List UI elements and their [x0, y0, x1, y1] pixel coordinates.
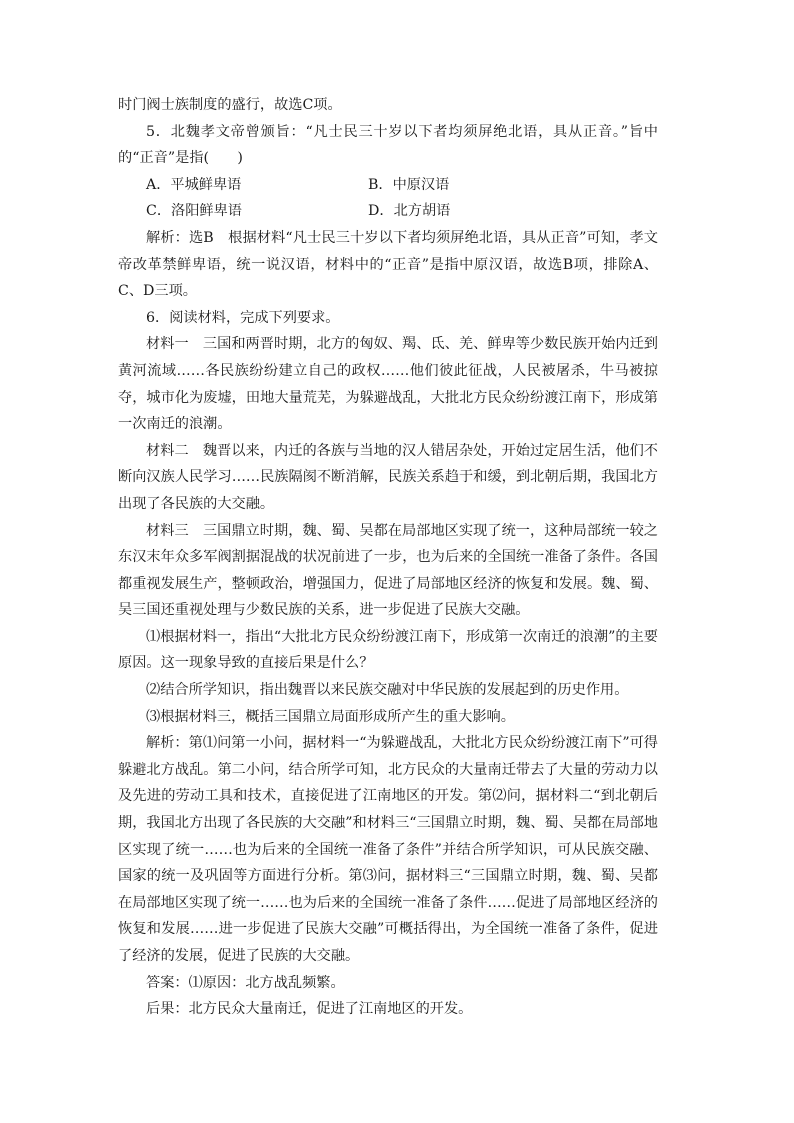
- sub-question-2: ⑵结合所学知识，指出魏晋以来民族交融对中华民族的发展起到的历史作用。: [146, 682, 629, 699]
- option-c: C．洛阳鲜卑语: [146, 203, 242, 220]
- option-b: B．中原汉语: [368, 176, 450, 193]
- analysis-5: 解析：选B 根据材料“凡士民三十岁以下者均须屏绝北语，具从正音”可知，孝文帝改革禁鲜卑语，统一说汉语，材料中的“正音”是指中原汉语，故选B项，排除A、C、D三项。: [118, 229, 658, 300]
- document-page: [118, 92, 658, 1023]
- option-d: D．北方胡语: [368, 203, 451, 220]
- material-2: 材料二 魏晋以来，内迁的各族与当地的汉人错居杂处，开始过定居生活，他们不断向汉族人民学习……民族隔阂不断消解，民族关系趋于和缓，到北朝后期，我国北方出现了各民族的大交融。: [118, 442, 658, 512]
- sub-question-3: ⑶根据材料三，概括三国鼎立局面形成所产生的重大影响。: [146, 708, 515, 725]
- answer-6-line-1: 答案：⑴原因：北方战乱频繁。: [146, 974, 345, 991]
- analysis-6: 解析：第⑴问第一小问，据材料一“为躲避战乱，大批北方民众纷纷渡江南下”可得躲避北方战乱。第二小问，结合所学可知，北方民众的大量南迁带去了大量的劳动力以及先进的劳动工具和技术，直接促进了江南地区的开发。第⑵问，据材料二“到北朝后期，我国北方出现了各民族的大交融”和材料三“三国鼎立时期，魏、蜀、吴都在局部地区实现了统一……也为后来的全国统一准备了条件”并结合所学知识，可从民族交融、国家的统一及巩固等方面进行分析。第⑶问，据材料三“三国鼎立时期，魏、蜀、吴都在局部地区实现了统一……也为后来的全国统一准备了条件……促进了局部地区经济的恢复和发展……进一步促进了民族大交融”可概括得出，为全国统一准备了条件，促进了经济的发展，促进了民族的大交融。: [118, 735, 658, 964]
- answer-6-line-2: 后果：北方民众大量南迁，促进了江南地区的开发。: [146, 1001, 473, 1018]
- options-row-1: [118, 172, 658, 199]
- material-1: 材料一 三国和两晋时期，北方的匈奴、羯、氐、羌、鲜卑等少数民族开始内迁到黄河流域……各民族纷纷建立自己的政权……他们彼此征战，人民被屠杀，牛马被掠夺，城市化为废墟，田地大量荒芜，为躲避战乱，大批北方民众纷纷渡江南下，形成第一次南迁的浪潮。: [118, 336, 658, 433]
- sub-question-1: ⑴根据材料一，指出“大批北方民众纷纷渡江南下，形成第一次南迁的浪潮”的主要原因。这一现象导致的直接后果是什么？: [118, 628, 658, 672]
- prev-answer-tail: 时门阀士族制度的盛行，故选C项。: [118, 97, 342, 113]
- question-5: 5．北魏孝文帝曾颁旨：“凡士民三十岁以下者均须屏绝北语，具从正音。”旨中的“正音”是指( ): [118, 123, 658, 167]
- question-6: 6．阅读材料，完成下列要求。: [146, 309, 340, 326]
- material-3: 材料三 三国鼎立时期，魏、蜀、吴都在局部地区实现了统一，这种局部统一较之东汉末年众多军阀割据混战的状况前进了一步，也为后来的全国统一准备了条件。各国都重视发展生产，整顿政治，增强国力，促进了局部地区经济的恢复和发展。魏、蜀、吴三国还重视处理与少数民族的关系，进一步促进了民族大交融。: [118, 522, 658, 619]
- options-row-2: [118, 198, 658, 225]
- option-a: A．平城鲜卑语: [146, 176, 242, 193]
